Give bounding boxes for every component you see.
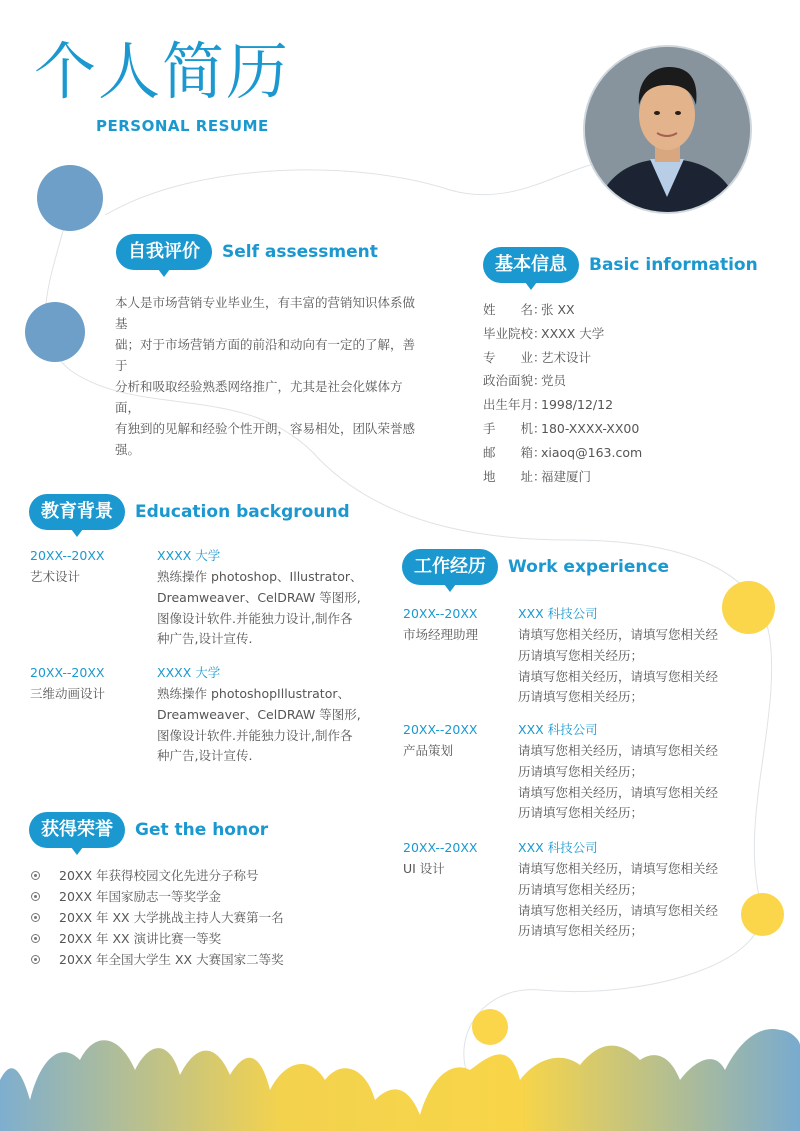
education-title-en: Education background (135, 502, 350, 522)
honor-text: 20XX 年获得校园文化先进分子称号 (59, 868, 259, 883)
self-assessment-title-en: Self assessment (222, 242, 378, 262)
info-value: 福建厦门 (541, 468, 592, 484)
list-item (31, 865, 284, 886)
bullet-icon (31, 913, 40, 922)
honors-title: 获得荣誉 (29, 812, 125, 848)
text-line: 请填写您相关经历，请填写您相关经 (518, 784, 719, 800)
info-row-name (483, 298, 642, 322)
work-heading (402, 549, 669, 585)
list-item (31, 949, 284, 970)
list-item (31, 928, 284, 949)
entry-description (157, 684, 367, 767)
entry-description (157, 567, 367, 650)
education-title: 教育背景 (29, 494, 125, 530)
text-line: 图像设计软件.并能独力设计,制作各 (157, 610, 353, 626)
entry-major: 艺术设计 (30, 569, 81, 584)
text-line: 历请填写您相关经历； (518, 923, 644, 939)
text-line: 历请填写您相关经历； (518, 881, 644, 897)
entry-description (518, 625, 723, 708)
honors-title-en: Get the honor (135, 820, 269, 840)
self-assessment-title: 自我评价 (116, 234, 212, 270)
info-label: 姓 名： (483, 302, 546, 317)
text-line: 历请填写您相关经历； (518, 805, 644, 821)
entry-date: 20XX--20XX (403, 606, 478, 621)
self-assessment-text (115, 292, 425, 460)
bullet-icon (31, 934, 40, 943)
text-line: 有独到的见解和经验个性开朗，容易相处，团队荣誉感强。 (115, 421, 416, 457)
info-row-school (483, 322, 642, 346)
decorative-yellow-circle (741, 893, 784, 936)
info-value: 党员 (541, 373, 567, 389)
entry-role: UI 设计 (403, 861, 445, 876)
list-item (31, 907, 284, 928)
list-item (31, 886, 284, 907)
text-line: 础；对于市场营销方面的前沿和动向有一定的了解，善于 (115, 337, 416, 373)
entry-major: 三维动画设计 (30, 686, 106, 701)
entry-date: 20XX--20XX (403, 722, 478, 737)
info-row-birth (483, 393, 642, 417)
entry-company: XXX 科技公司 (518, 840, 598, 855)
mountain-silhouette (0, 1029, 800, 1131)
info-label: 专 业： (483, 349, 546, 365)
text-line: 图像设计软件.并能独力设计,制作各 (157, 727, 353, 743)
basic-info-heading (483, 247, 758, 283)
entry-date: 20XX--20XX (403, 840, 478, 855)
basic-info-list (483, 298, 642, 488)
basic-info-title: 基本信息 (483, 247, 579, 283)
honors-list (31, 865, 284, 970)
info-value: xiaoq@163.com (541, 444, 643, 460)
text-line: 种广告,设计宣传. (157, 748, 253, 764)
text-line: 请填写您相关经历，请填写您相关经 (518, 743, 719, 758)
decorative-yellow-circle (722, 581, 775, 634)
text-line: 请填写您相关经历，请填写您相关经 (518, 861, 719, 876)
text-line: Dreamweaver、CelDRAW 等图形, (157, 706, 361, 722)
bullet-icon (31, 955, 40, 964)
text-line: 种广告,设计宣传. (157, 631, 253, 647)
text-line: 请填写您相关经历，请填写您相关经 (518, 902, 719, 918)
education-heading (29, 494, 350, 530)
honor-text: 20XX 年全国大学生 XX 大赛国家二等奖 (59, 952, 284, 967)
entry-school: XXXX 大学 (157, 665, 221, 680)
text-line: 请填写您相关经历，请填写您相关经 (518, 668, 719, 684)
text-line: 本人是市场营销专业毕业生，有丰富的营销知识体系做基 (115, 295, 416, 331)
entry-company: XXX 科技公司 (518, 722, 598, 737)
work-title: 工作经历 (402, 549, 498, 585)
info-value: 1998/12/12 (541, 397, 614, 413)
entry-date: 20XX--20XX (30, 548, 105, 563)
text-line: 熟练操作 photoshop、Illustrator、 (157, 569, 363, 584)
info-row-email (483, 441, 642, 465)
text-line: 历请填写您相关经历； (518, 647, 644, 663)
text-line: 历请填写您相关经历； (518, 763, 644, 779)
entry-role: 市场经理助理 (403, 627, 479, 642)
info-value: XXXX 大学 (541, 325, 605, 341)
info-label: 政治面貌： (483, 373, 546, 389)
honor-text: 20XX 年 XX 演讲比赛一等奖 (59, 931, 222, 946)
entry-school: XXXX 大学 (157, 548, 221, 563)
info-row-political (483, 369, 642, 393)
info-row-address (483, 465, 642, 489)
info-label: 出生年月： (483, 397, 546, 413)
text-line: 请填写您相关经历，请填写您相关经 (518, 627, 719, 642)
work-title-en: Work experience (508, 557, 670, 577)
bullet-icon (31, 892, 40, 901)
page-subtitle: PERSONAL RESUME (96, 117, 269, 135)
basic-info-title-en: Basic information (589, 255, 758, 275)
info-row-phone (483, 417, 642, 441)
info-row-major (483, 346, 642, 370)
page-title: 个人简历 (34, 35, 291, 108)
info-label: 手 机： (483, 420, 546, 436)
decorative-blue-circle (25, 302, 85, 362)
honor-text: 20XX 年国家励志一等奖学金 (59, 889, 222, 904)
self-assessment-heading (116, 234, 378, 270)
text-line: 分析和吸取经验熟悉网络推广，尤其是社会化媒体方面， (115, 379, 403, 415)
info-label: 邮 箱： (483, 444, 546, 460)
text-line: Dreamweaver、CelDRAW 等图形, (157, 589, 361, 605)
entry-company: XXX 科技公司 (518, 606, 598, 621)
text-line: 熟练操作 photoshopIllustrator、 (157, 686, 350, 701)
profile-photo (585, 47, 750, 212)
entry-date: 20XX--20XX (30, 665, 105, 680)
honors-heading (29, 812, 268, 848)
text-line: 历请填写您相关经历； (518, 689, 644, 705)
info-value: 180-XXXX-XX00 (541, 420, 640, 436)
decorative-yellow-circle (472, 1009, 508, 1045)
info-value: 张 XX (541, 302, 575, 317)
entry-role: 产品策划 (403, 743, 454, 758)
info-value: 艺术设计 (541, 349, 592, 365)
entry-description (518, 859, 723, 942)
bullet-icon (31, 871, 40, 880)
entry-description (518, 741, 723, 824)
info-label: 毕业院校： (483, 325, 546, 341)
decorative-blue-circle (37, 165, 103, 231)
honor-text: 20XX 年 XX 大学挑战主持人大赛第一名 (59, 910, 284, 925)
info-label: 地 址： (483, 468, 546, 484)
